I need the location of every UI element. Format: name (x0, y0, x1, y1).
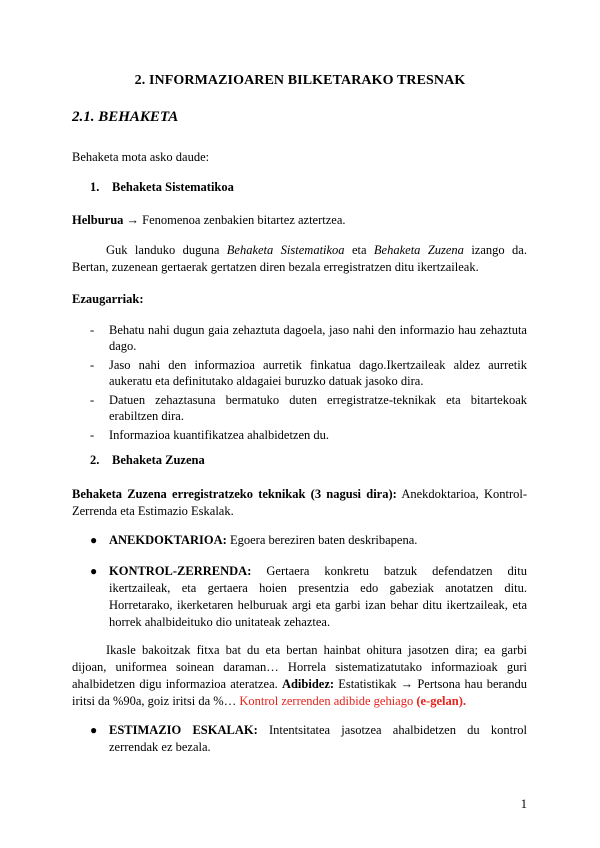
bold-text: Adibidez: (281, 677, 335, 691)
list-number: 1. (90, 180, 100, 194)
list-number: 2. (90, 453, 100, 467)
bullet-label: ESTIMAZIO ESKALAK: (109, 723, 258, 737)
emphasis-text: Behaketa Sistematikoa (226, 243, 345, 257)
paragraph-behaketa (72, 242, 527, 276)
text-run: izango da. Bertan, zuzenean gertaerak gertatzen diren bezala erregistratzen ditu ikertzaileak. (72, 243, 527, 274)
text-run: eta (344, 243, 374, 257)
helburua-text: Fenomenoa zenbakien bitartez aztertzea. (142, 213, 346, 227)
bullet-text: Intentsitatea jasotzea ahalbidetzen du kontrol zerrendak ez bezala. (109, 723, 528, 754)
list-heading-text: Behaketa Sistematikoa (112, 180, 234, 194)
bullet-estimazio-eskalak (90, 722, 527, 756)
text-run: Estatistikak → Pertsona hau berandu iritsi da %90a, goiz iritsi da %… (72, 677, 528, 708)
list-item: - Informazioa kuantifikatzea ahalbidetzen du. (90, 428, 527, 444)
text-run: Ikasle bakoitzak fitxa bat du eta bertan hainbat ohitura jasotzen dira; ea garbi dijoan, uniformea soinean daraman… Horrela sistematizatutako informazioak guri ahalbidetzen digu informazioa ateratzea. (72, 643, 527, 691)
section-heading: 2.1. BEHAKETA (72, 109, 179, 125)
red-note: Kontrol zerrenden adibide gehiago (239, 694, 417, 708)
list-item: - Behatu nahi dugun gaia zehaztuta dagoela, jaso nahi den informazio hau zehaztuta dago. (90, 323, 527, 354)
bullet-icon: ● (90, 564, 98, 578)
bullet-label: KONTROL-ZERRENDA: (109, 564, 252, 578)
red-note-bold: (e-gelan). (416, 694, 466, 708)
bullet-anekdoktarioa (90, 532, 527, 549)
text-run: Anekdoktarioa, Kontrol-Zerrenda eta Estimazio Eskalak. (72, 487, 527, 518)
bold-text: Behaketa Zuzena erregistratzeko teknikak (3 nagusi dira): (72, 487, 397, 501)
emphasis-text: Behaketa Zuzena (373, 243, 464, 257)
bullet-text: Gertaera konkretu batzuk defendatzen ditu ikertzaileak, eta gertaera hoien presentzia edo gabeziak anotatzen ditu. Horretarako, ikerketaren helburuak argi eta garbi izan behar ditu ikertzaileak, eta horrek ahalbideituko dio unitateak zehaztea. (109, 564, 527, 629)
bullet-label: ANEKDOKTARIOA: (109, 533, 227, 547)
numbered-heading-1 (90, 180, 234, 195)
helburua-label: Helburua (72, 213, 124, 227)
bullet-kontrol-zerrenda (90, 563, 527, 631)
text-run: Guk landuko duguna (106, 243, 227, 257)
helburua-line (72, 212, 527, 229)
intro-text: Behaketa mota asko daude: (72, 150, 210, 164)
features-list (90, 323, 527, 448)
teknikak-paragraph (72, 486, 527, 520)
ezaugarriak-heading: Ezaugarriak: (72, 292, 144, 306)
list-heading-text: Behaketa Zuzena (112, 453, 205, 467)
bullet-icon: ● (90, 723, 98, 737)
list-item: - Datuen zehaztasuna bermatuko duten erregistratze-teknikak eta bitartekoak erabiltzen dira. (90, 393, 527, 424)
list-item: - Jaso nahi den informazioa aurretik finkatua dago.Ikertzaileak aldez aurretik aukeratu eta definitutako aldagaiei buruzko datuak jasoko dira. (90, 358, 527, 389)
arrow-glyph: → (126, 213, 140, 227)
bullet-text: Egoera bereziren baten deskribapena. (226, 533, 418, 547)
page-number: 1 (520, 797, 527, 811)
numbered-heading-2 (90, 453, 205, 468)
bullet-icon: ● (90, 533, 98, 547)
paragraph-ikasle (72, 642, 527, 710)
chapter-title: 2. INFORMAZIOAREN BILKETARAKO TRESNAK (134, 73, 466, 88)
